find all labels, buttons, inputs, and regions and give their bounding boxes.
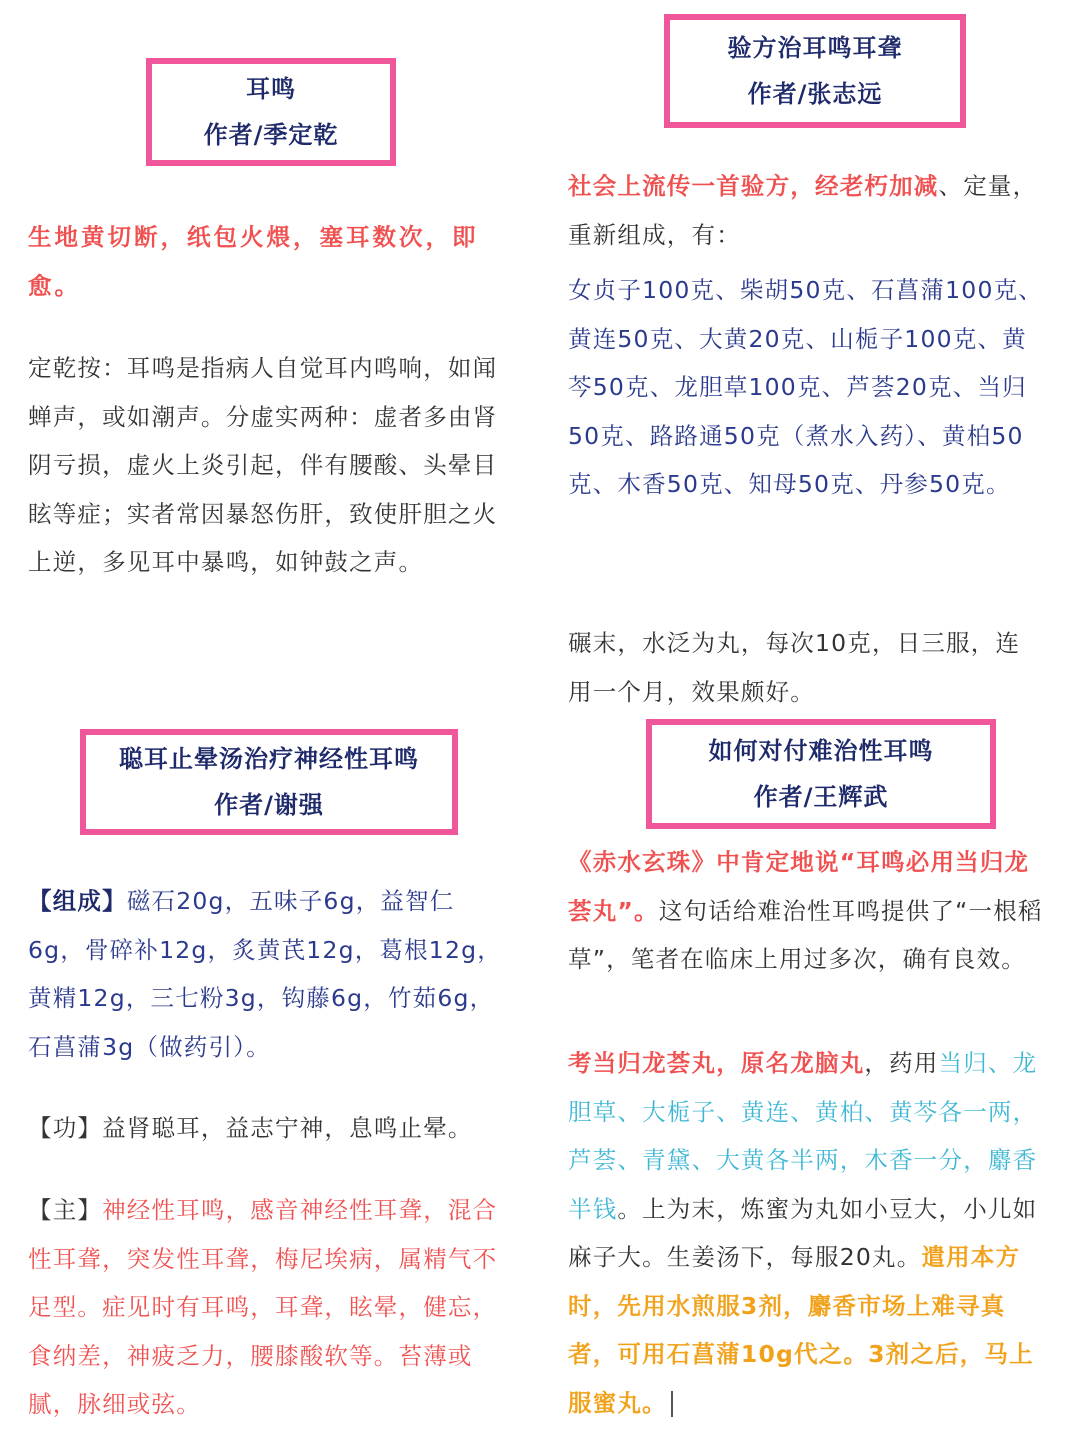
title-box-yanfang [664, 14, 966, 128]
title: 验方治耳鸣耳聋 [727, 34, 903, 62]
commentary-paragraph: 定乾按：耳鸣是指病人自觉耳内鸣响，如闻蝉声，或如潮声。分虚实两种：虚者多由肾阴亏损，虚火上炎引起，伴有腰酸、头晕目眩等症；实者常因暴怒伤肝，致使肝胆之火上逆，多见耳中暴鸣，如钟鼓之声。 [28, 354, 498, 576]
formula-paragraph: 考当归龙荟丸，原名龙脑丸，药用当归、龙胆草、大栀子、黄连、黄柏、黄芩各一两，芦荟、青黛、大黄各半两，木香一分，麝香半钱。上为末，炼蜜为丸如小豆大，小儿如麻子大。生姜汤下，每服20丸。遣用本方时，先用水煎服3剂，麝香市场上难寻真者，可用石菖蒲10g代之。3剂之后，马上服蜜丸。 [568, 1049, 1038, 1417]
intro-paragraph: 社会上流传一首验方，经老朽加减、定量，重新组成，有： [568, 172, 1038, 249]
indication-paragraph: 【主】神经性耳鸣，感音神经性耳聋，混合性耳聋，突发性耳聋，梅尼埃病，属精气不足型。症见时有耳鸣，耳聋，眩晕，健忘，食纳差，神疲乏力，腰膝酸软等。苔薄或腻，脉细或弦。 [28, 1196, 498, 1418]
function-paragraph: 【功】益肾聪耳，益志宁神，息鸣止晕。 [28, 1114, 473, 1142]
preparation-paragraph: 碾末，水泛为丸，每次10克，日三服，连用一个月，效果颇好。 [568, 629, 1021, 706]
author: 作者/季定乾 [203, 121, 339, 149]
title: 耳鸣 [246, 75, 296, 103]
title-box-nanzhi [646, 719, 996, 829]
remedy-paragraph: 生地黄切断，纸包火煨，塞耳数次，即愈。 [28, 223, 479, 300]
text-cursor [671, 1391, 673, 1417]
title-box-congerzhiyun [80, 729, 458, 835]
author: 作者/王辉武 [753, 783, 889, 811]
author: 作者/张志远 [747, 80, 883, 108]
author: 作者/谢强 [214, 791, 324, 819]
ingredient-paragraph: 女贞子100克、柴胡50克、石菖蒲100克、黄连50克、大黄20克、山栀子100克、黄芩50克、龙胆草100克、芦荟20克、当归50克、路路通50克（煮水入药）、黄柏50克、木香50克、知母50克、丹参50克。 [568, 276, 1044, 498]
title: 如何对付难治性耳鸣 [708, 737, 934, 765]
title-box-tinnitus [146, 58, 396, 166]
composition-paragraph: 【组成】磁石20g，五味子6g，益智仁6g，骨碎补12g，炙黄芪12g，葛根12g，黄精12g，三七粉3g，钩藤6g，竹茹6g，石菖蒲3g（做药引）。 [28, 887, 502, 1061]
quote-paragraph: 《赤水玄珠》中肯定地说“耳鸣必用当归龙荟丸”。这句话给难治性耳鸣提供了“一根稻草”，笔者在临床上用过多次，确有良效。 [568, 848, 1043, 973]
title: 聪耳止晕汤治疗神经性耳鸣 [119, 745, 419, 773]
